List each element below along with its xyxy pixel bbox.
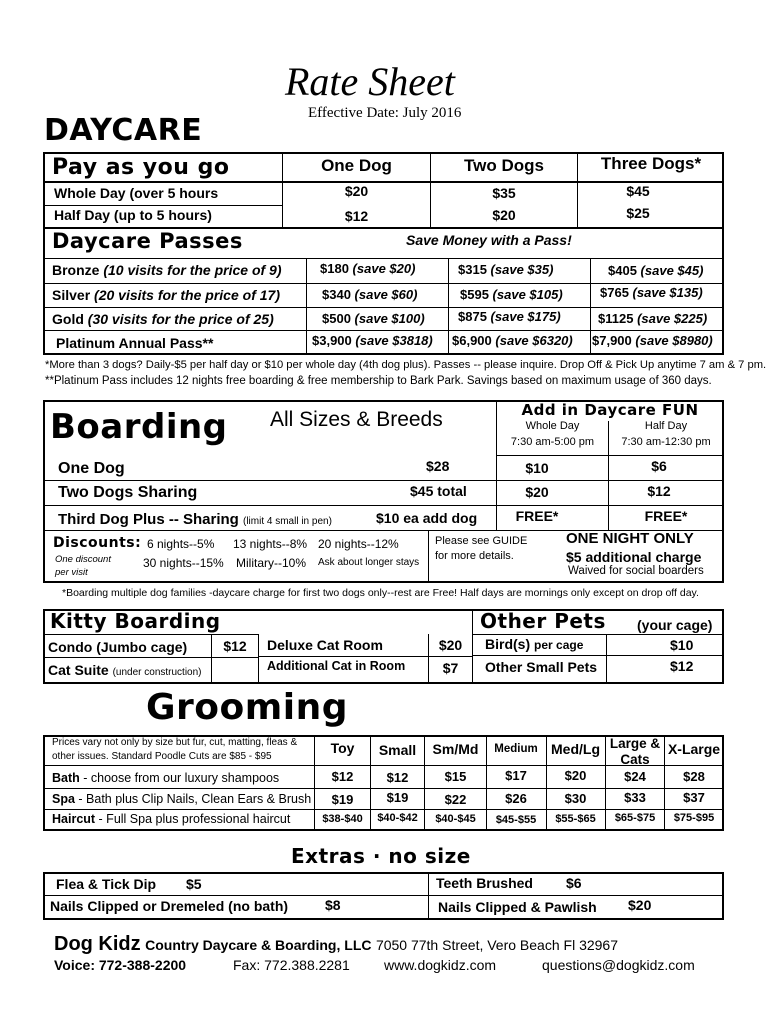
board-one-dog: One Dog [58, 460, 125, 477]
pawlish-price: $20 [628, 897, 652, 913]
board-third-whole: FREE* [515, 508, 559, 524]
price: $595 [460, 287, 489, 302]
nails-label: Nails Clipped or Dremeled (no bath) [50, 898, 289, 914]
size-medium: Medium [494, 743, 538, 755]
price: $6,900 [452, 333, 492, 348]
whole-day-label: Whole Day (over 5 hours [54, 185, 219, 201]
silver-one [322, 288, 417, 301]
half-day-time: 7:30 am-12:30 pm [621, 436, 711, 448]
half-day-two: $20 [492, 207, 516, 223]
label: Cat Suite [48, 662, 109, 678]
savings: (save $225) [637, 311, 708, 326]
passes-slogan: Save Money with a Pass! [406, 232, 572, 248]
footer-voice: Voice: 772-388-2200 [54, 957, 187, 973]
whole-day-two: $35 [492, 185, 516, 201]
company-rest: Country Daycare & Boarding, LLC [145, 937, 372, 953]
footer-company [54, 934, 618, 954]
col-one-dog: One Dog [321, 156, 392, 175]
pass-gold-label [52, 312, 274, 326]
boarding-footnote: *Boarding multiple dog families -daycare charge for first two dogs only--rest are Free! Half days are mornings only except on drop off day. [62, 587, 699, 599]
daycare-passes-title: Daycare Passes [52, 229, 243, 253]
service-name: Haircut [52, 812, 96, 826]
birds-label [485, 637, 583, 651]
board-one-dog-price: $28 [426, 458, 450, 474]
pass-name: Silver [52, 287, 91, 303]
bath-medium: $17 [505, 768, 527, 783]
spa-sm-md: $22 [444, 792, 467, 807]
disc-30: 30 nights--15% [143, 556, 224, 570]
gold-three [598, 312, 707, 325]
bath-large: $24 [624, 769, 646, 784]
pass-bronze-label [52, 263, 282, 277]
waived-note: Waived for social boarders [568, 565, 704, 577]
small-pets-label: Other Small Pets [485, 659, 598, 675]
bath-small: $12 [386, 770, 409, 785]
savings: (save $35) [490, 262, 554, 277]
footer-fax: Fax: 772.388.2281 [233, 957, 350, 973]
price: $405 [608, 263, 637, 278]
other-pets-note: (your cage) [637, 617, 713, 633]
address: 7050 77th Street, Vero Beach Fl 32967 [375, 937, 618, 953]
label: Third Dog Plus -- Sharing [58, 511, 239, 528]
half-day-one: $12 [344, 208, 369, 224]
condo-price: $12 [223, 638, 247, 654]
size-small: Small [378, 742, 417, 758]
extras-heading: Extras · no size [291, 844, 471, 868]
pay-as-you-go-title: Pay as you go [52, 155, 230, 180]
savings: (save $175) [490, 309, 561, 324]
page-title: Rate Sheet [285, 59, 455, 104]
price: $315 [458, 262, 487, 277]
price: $875 [458, 309, 487, 324]
suite-label [48, 663, 202, 678]
board-two-dogs-price: $45 total [410, 483, 467, 499]
disc-6: 6 nights--5% [147, 537, 215, 551]
deluxe-price: $20 [438, 637, 463, 653]
daycare-note-2: **Platinum Pass includes 12 nights free boarding & free membership to Bark Park. Savings based on maximum usage of 360 days. [45, 375, 712, 387]
pass-name: Gold [52, 311, 84, 327]
haircut-sm-md: $40-$45 [435, 813, 476, 825]
size-sm-md: Sm/Md [432, 741, 479, 757]
note: (limit 4 small in pen) [243, 516, 332, 527]
board-two-dogs: Two Dogs Sharing [58, 484, 198, 501]
savings: (save $60) [354, 287, 418, 302]
deluxe-label: Deluxe Cat Room [267, 637, 383, 653]
savings: (save $45) [640, 263, 704, 278]
platinum-one [312, 334, 433, 347]
price: $3,900 [312, 333, 352, 348]
gold-two [458, 310, 561, 323]
service-name: Bath [52, 771, 80, 785]
grooming-intro-1: Prices vary not only by size but fur, cut, matting, fleas & [52, 737, 298, 748]
pass-detail: (10 visits for the price of 9) [103, 262, 282, 278]
board-third-dog [58, 512, 332, 527]
company-name: Dog Kidz [54, 933, 141, 955]
haircut-small: $40-$42 [377, 812, 418, 824]
boarding-heading: Boarding [50, 407, 228, 447]
teeth-label: Teeth Brushed [436, 875, 533, 891]
whole-day-time: 7:30 am-5:00 pm [510, 436, 595, 448]
spa-med-lg: $30 [564, 791, 587, 806]
bath-sm-md: $15 [444, 769, 467, 784]
half-day-header: Half Day [644, 420, 688, 432]
whole-day-three: $45 [626, 183, 650, 199]
bronze-three [608, 264, 703, 277]
size-x-large: X-Large [667, 741, 721, 757]
bath-toy: $12 [331, 769, 354, 784]
flea-price: $5 [186, 876, 202, 892]
kitty-heading: Kitty Boarding [50, 609, 221, 633]
additional-price: $7 [442, 660, 459, 676]
pawlish-label: Nails Clipped & Pawlish [438, 899, 597, 915]
guide-line-1: Please see GUIDE [435, 535, 528, 547]
one-discount: One discount [55, 554, 111, 565]
savings: (save $100) [354, 311, 425, 326]
savings: (save $6320) [495, 333, 573, 348]
additional-label: Additional Cat in Room [267, 659, 406, 673]
pass-platinum-label: Platinum Annual Pass** [56, 335, 214, 351]
board-two-whole: $20 [525, 484, 549, 500]
teeth-price: $6 [566, 875, 582, 891]
label: Bird(s) [485, 636, 531, 652]
board-one-half: $6 [651, 458, 667, 474]
daycare-fun-title: Add in Daycare FUN [521, 401, 699, 419]
haircut-x-large: $75-$95 [673, 812, 715, 824]
size-toy: Toy [330, 740, 355, 756]
daycare-heading: DAYCARE [44, 113, 203, 148]
grooming-heading: Grooming [146, 687, 349, 728]
savings: (save $20) [352, 261, 416, 276]
disc-longer: Ask about longer stays [318, 557, 420, 568]
grooming-intro-2: other issues. Standard Poodle Cuts are $85 - $95 [52, 751, 272, 762]
guide-line-2: for more details. [435, 550, 514, 562]
silver-three [600, 286, 703, 299]
haircut-large: $65-$75 [614, 812, 656, 824]
pass-name: Bronze [52, 262, 100, 278]
spa-medium: $26 [505, 791, 527, 806]
half-day-label: Half Day (up to 5 hours) [54, 207, 212, 223]
service-haircut [52, 813, 290, 826]
spa-toy: $19 [331, 792, 354, 807]
board-one-whole: $10 [525, 460, 549, 476]
flea-label: Flea & Tick Dip [56, 876, 157, 892]
board-two-half: $12 [647, 483, 671, 499]
spa-small: $19 [386, 790, 409, 805]
savings: (save $105) [492, 287, 563, 302]
price: $340 [322, 287, 351, 302]
nails-price: $8 [325, 897, 341, 913]
silver-two [460, 288, 563, 301]
note: per cage [534, 638, 584, 652]
price: $180 [320, 261, 349, 276]
bath-x-large: $28 [683, 769, 705, 784]
note: (under construction) [112, 667, 202, 678]
bath-med-lg: $20 [564, 768, 587, 783]
per-visit: per visit [55, 567, 88, 578]
bronze-one [320, 262, 415, 275]
pass-detail: (30 visits for the price of 25) [87, 311, 274, 327]
savings: (save $8980) [635, 333, 713, 348]
footer-web[interactable]: www.dogkidz.com [384, 957, 497, 973]
bronze-two [458, 263, 553, 276]
spa-x-large: $37 [683, 790, 705, 805]
one-night-only: ONE NIGHT ONLY [566, 530, 694, 547]
whole-day-one: $20 [344, 183, 369, 199]
platinum-three [592, 334, 713, 347]
price: $1125 [598, 311, 634, 326]
service-name: Spa [52, 792, 75, 806]
five-additional: $5 additional charge [566, 549, 702, 565]
service-spa [52, 793, 311, 806]
gold-one [322, 312, 425, 325]
price: $765 [600, 285, 629, 300]
col-two-dogs: Two Dogs [464, 156, 544, 175]
effective-date: Effective Date: July 2016 [308, 105, 462, 121]
service-bath [52, 772, 279, 785]
haircut-medium: $45-$55 [495, 814, 537, 826]
pass-detail: (20 visits for the price of 17) [94, 287, 280, 303]
size-large-cats: Large & Cats [609, 736, 661, 768]
platinum-two [452, 334, 573, 347]
boarding-subtitle: All Sizes & Breeds [270, 408, 443, 431]
condo-label: Condo (Jumbo cage) [48, 639, 188, 655]
board-third-half: FREE* [644, 508, 688, 524]
half-day-three: $25 [626, 205, 650, 221]
birds-price: $10 [670, 637, 694, 653]
savings: (save $3818) [355, 333, 433, 348]
price: $7,900 [592, 333, 632, 348]
pass-silver-label [52, 288, 280, 302]
price: $500 [322, 311, 351, 326]
disc-military: Military--10% [236, 556, 307, 570]
service-desc: - Bath plus Clip Nails, Clean Ears & Brush [74, 792, 312, 806]
disc-20: 20 nights--12% [318, 537, 399, 551]
daycare-note-1: *More than 3 dogs? Daily-$5 per half day or $10 per whole day (4th dog plus). Passes -- please inquire. Drop Off & Pick Up anytime 7 am & 7 pm. [45, 359, 767, 371]
board-third-price: $10 ea add dog [376, 510, 478, 526]
small-pets-price: $12 [670, 658, 694, 674]
haircut-med-lg: $55-$65 [555, 813, 596, 825]
savings: (save $135) [632, 285, 703, 300]
disc-13: 13 nights--8% [233, 537, 308, 551]
haircut-toy: $38-$40 [322, 813, 363, 825]
size-med-lg: Med/Lg [551, 741, 600, 757]
other-pets-heading: Other Pets [480, 609, 606, 633]
footer-email[interactable]: questions@dogkidz.com [542, 957, 695, 973]
service-desc: - Full Spa plus professional haircut [95, 812, 291, 826]
col-three-dogs: Three Dogs* [600, 154, 702, 173]
spa-large: $33 [624, 790, 646, 805]
whole-day-header: Whole Day [525, 420, 580, 432]
discounts-label: Discounts: [53, 535, 142, 551]
service-desc: - choose from our luxury shampoos [79, 771, 280, 785]
